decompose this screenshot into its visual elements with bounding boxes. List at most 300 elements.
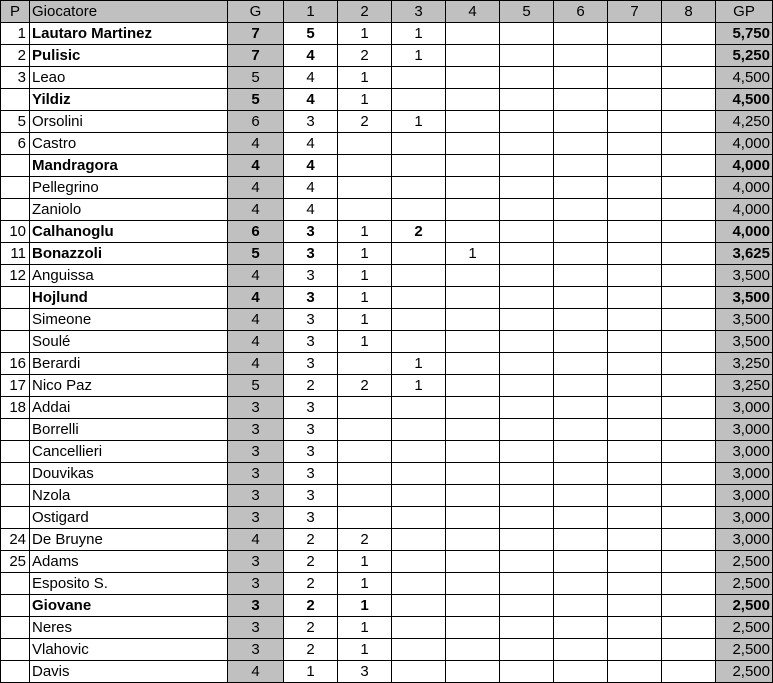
rank-cell: 10 xyxy=(1,221,30,243)
count-cell-3 xyxy=(392,155,446,177)
count-cell-2: 1 xyxy=(338,67,392,89)
count-cell-8 xyxy=(662,243,716,265)
rank-cell: 3 xyxy=(1,67,30,89)
count-cell-8 xyxy=(662,177,716,199)
count-cell-2: 1 xyxy=(338,617,392,639)
count-cell-3: 1 xyxy=(392,353,446,375)
games-cell: 3 xyxy=(228,551,284,573)
rank-cell: 16 xyxy=(1,353,30,375)
table-row xyxy=(1,133,773,155)
count-cell-5 xyxy=(500,529,554,551)
count-cell-6 xyxy=(554,331,608,353)
count-cell-2: 1 xyxy=(338,595,392,617)
header-2: 2 xyxy=(338,1,392,23)
games-cell: 7 xyxy=(228,45,284,67)
count-cell-6 xyxy=(554,441,608,463)
count-cell-8 xyxy=(662,617,716,639)
header-8: 8 xyxy=(662,1,716,23)
games-cell: 4 xyxy=(228,265,284,287)
count-cell-7 xyxy=(608,199,662,221)
count-cell-3 xyxy=(392,595,446,617)
count-cell-1: 3 xyxy=(284,397,338,419)
player-name-cell: Bonazzoli xyxy=(30,243,228,265)
table-row xyxy=(1,243,773,265)
count-cell-8 xyxy=(662,287,716,309)
count-cell-3 xyxy=(392,89,446,111)
count-cell-2: 3 xyxy=(338,661,392,683)
count-cell-1: 2 xyxy=(284,375,338,397)
count-cell-8 xyxy=(662,573,716,595)
player-name-cell: Douvikas xyxy=(30,463,228,485)
count-cell-4 xyxy=(446,353,500,375)
player-name-cell: Pulisic xyxy=(30,45,228,67)
rank-cell xyxy=(1,485,30,507)
count-cell-1: 4 xyxy=(284,133,338,155)
player-name-cell: Addai xyxy=(30,397,228,419)
player-name-cell: Soulé xyxy=(30,331,228,353)
table-row xyxy=(1,419,773,441)
count-cell-6 xyxy=(554,287,608,309)
player-name-cell: Anguissa xyxy=(30,265,228,287)
player-name-cell: Neres xyxy=(30,617,228,639)
rank-cell xyxy=(1,309,30,331)
player-name-cell: Ostigard xyxy=(30,507,228,529)
table-row xyxy=(1,177,773,199)
count-cell-4 xyxy=(446,485,500,507)
count-cell-2: 1 xyxy=(338,331,392,353)
header-1: 1 xyxy=(284,1,338,23)
points-cell: 3,000 xyxy=(716,419,773,441)
table-row xyxy=(1,155,773,177)
count-cell-6 xyxy=(554,573,608,595)
count-cell-3 xyxy=(392,243,446,265)
count-cell-6 xyxy=(554,221,608,243)
table-row xyxy=(1,639,773,661)
count-cell-7 xyxy=(608,45,662,67)
rank-cell xyxy=(1,287,30,309)
count-cell-1: 4 xyxy=(284,67,338,89)
count-cell-2: 1 xyxy=(338,23,392,45)
games-cell: 6 xyxy=(228,221,284,243)
count-cell-6 xyxy=(554,309,608,331)
count-cell-4 xyxy=(446,463,500,485)
count-cell-4 xyxy=(446,529,500,551)
count-cell-1: 3 xyxy=(284,243,338,265)
count-cell-7 xyxy=(608,23,662,45)
count-cell-5 xyxy=(500,507,554,529)
rank-cell: 25 xyxy=(1,551,30,573)
rank-cell xyxy=(1,177,30,199)
count-cell-5 xyxy=(500,133,554,155)
count-cell-2 xyxy=(338,155,392,177)
count-cell-3 xyxy=(392,67,446,89)
count-cell-1: 2 xyxy=(284,595,338,617)
count-cell-3 xyxy=(392,419,446,441)
count-cell-1: 2 xyxy=(284,529,338,551)
count-cell-6 xyxy=(554,463,608,485)
points-cell: 3,000 xyxy=(716,507,773,529)
count-cell-1: 5 xyxy=(284,23,338,45)
table-row xyxy=(1,507,773,529)
player-name-cell: Esposito S. xyxy=(30,573,228,595)
count-cell-1: 2 xyxy=(284,617,338,639)
count-cell-6 xyxy=(554,551,608,573)
count-cell-2 xyxy=(338,177,392,199)
count-cell-2 xyxy=(338,485,392,507)
count-cell-7 xyxy=(608,89,662,111)
table-body xyxy=(1,23,773,683)
rank-cell: 12 xyxy=(1,265,30,287)
count-cell-6 xyxy=(554,155,608,177)
points-cell: 2,500 xyxy=(716,639,773,661)
games-cell: 4 xyxy=(228,661,284,683)
count-cell-3: 1 xyxy=(392,45,446,67)
count-cell-8 xyxy=(662,463,716,485)
count-cell-7 xyxy=(608,243,662,265)
points-cell: 3,250 xyxy=(716,375,773,397)
count-cell-5 xyxy=(500,177,554,199)
points-cell: 3,000 xyxy=(716,397,773,419)
count-cell-4 xyxy=(446,309,500,331)
table-row xyxy=(1,221,773,243)
count-cell-7 xyxy=(608,331,662,353)
rank-cell: 17 xyxy=(1,375,30,397)
count-cell-8 xyxy=(662,221,716,243)
count-cell-3 xyxy=(392,551,446,573)
count-cell-5 xyxy=(500,155,554,177)
player-name-cell: Simeone xyxy=(30,309,228,331)
count-cell-7 xyxy=(608,67,662,89)
player-name-cell: Berardi xyxy=(30,353,228,375)
games-cell: 4 xyxy=(228,529,284,551)
games-cell: 4 xyxy=(228,309,284,331)
table-row xyxy=(1,287,773,309)
count-cell-8 xyxy=(662,419,716,441)
rank-cell: 11 xyxy=(1,243,30,265)
rank-cell xyxy=(1,89,30,111)
games-cell: 3 xyxy=(228,573,284,595)
count-cell-1: 3 xyxy=(284,265,338,287)
player-name-cell: Hojlund xyxy=(30,287,228,309)
points-cell: 3,500 xyxy=(716,309,773,331)
count-cell-4 xyxy=(446,177,500,199)
count-cell-1: 4 xyxy=(284,177,338,199)
games-cell: 3 xyxy=(228,485,284,507)
points-cell: 4,250 xyxy=(716,111,773,133)
table-row xyxy=(1,111,773,133)
count-cell-7 xyxy=(608,551,662,573)
points-cell: 3,625 xyxy=(716,243,773,265)
player-name-cell: Orsolini xyxy=(30,111,228,133)
points-cell: 3,000 xyxy=(716,463,773,485)
count-cell-5 xyxy=(500,573,554,595)
header-g: G xyxy=(228,1,284,23)
count-cell-1: 1 xyxy=(284,661,338,683)
count-cell-5 xyxy=(500,661,554,683)
count-cell-4 xyxy=(446,23,500,45)
count-cell-1: 3 xyxy=(284,287,338,309)
count-cell-2 xyxy=(338,397,392,419)
player-name-cell: Adams xyxy=(30,551,228,573)
count-cell-5 xyxy=(500,221,554,243)
count-cell-6 xyxy=(554,617,608,639)
count-cell-7 xyxy=(608,463,662,485)
count-cell-8 xyxy=(662,551,716,573)
count-cell-8 xyxy=(662,45,716,67)
count-cell-4 xyxy=(446,265,500,287)
count-cell-4 xyxy=(446,67,500,89)
count-cell-6 xyxy=(554,67,608,89)
count-cell-1: 3 xyxy=(284,111,338,133)
count-cell-5 xyxy=(500,45,554,67)
count-cell-2 xyxy=(338,463,392,485)
player-name-cell: De Bruyne xyxy=(30,529,228,551)
count-cell-8 xyxy=(662,507,716,529)
points-cell: 4,500 xyxy=(716,89,773,111)
player-name-cell: Castro xyxy=(30,133,228,155)
count-cell-2: 2 xyxy=(338,45,392,67)
count-cell-4 xyxy=(446,89,500,111)
count-cell-7 xyxy=(608,221,662,243)
count-cell-5 xyxy=(500,485,554,507)
games-cell: 3 xyxy=(228,441,284,463)
count-cell-5 xyxy=(500,265,554,287)
table-row xyxy=(1,353,773,375)
games-cell: 4 xyxy=(228,353,284,375)
count-cell-1: 3 xyxy=(284,353,338,375)
points-cell: 3,500 xyxy=(716,287,773,309)
count-cell-7 xyxy=(608,111,662,133)
games-cell: 6 xyxy=(228,111,284,133)
count-cell-6 xyxy=(554,353,608,375)
count-cell-5 xyxy=(500,617,554,639)
count-cell-1: 3 xyxy=(284,221,338,243)
points-cell: 3,000 xyxy=(716,485,773,507)
count-cell-5 xyxy=(500,67,554,89)
count-cell-4 xyxy=(446,397,500,419)
games-cell: 5 xyxy=(228,375,284,397)
count-cell-4: 1 xyxy=(446,243,500,265)
count-cell-4 xyxy=(446,573,500,595)
table-row xyxy=(1,23,773,45)
table-row xyxy=(1,485,773,507)
rank-cell xyxy=(1,507,30,529)
count-cell-3: 1 xyxy=(392,23,446,45)
rank-cell xyxy=(1,155,30,177)
count-cell-7 xyxy=(608,309,662,331)
points-cell: 5,750 xyxy=(716,23,773,45)
games-cell: 3 xyxy=(228,463,284,485)
count-cell-8 xyxy=(662,529,716,551)
table-row xyxy=(1,595,773,617)
count-cell-3: 1 xyxy=(392,111,446,133)
count-cell-7 xyxy=(608,375,662,397)
player-name-cell: Lautaro Martinez xyxy=(30,23,228,45)
count-cell-1: 3 xyxy=(284,419,338,441)
header-3: 3 xyxy=(392,1,446,23)
header-gp: GP xyxy=(716,1,773,23)
count-cell-6 xyxy=(554,199,608,221)
count-cell-6 xyxy=(554,23,608,45)
points-cell: 5,250 xyxy=(716,45,773,67)
count-cell-7 xyxy=(608,573,662,595)
count-cell-5 xyxy=(500,89,554,111)
count-cell-8 xyxy=(662,23,716,45)
player-name-cell: Leao xyxy=(30,67,228,89)
rank-cell xyxy=(1,639,30,661)
count-cell-4 xyxy=(446,551,500,573)
points-cell: 2,500 xyxy=(716,551,773,573)
rank-cell xyxy=(1,617,30,639)
count-cell-2: 1 xyxy=(338,221,392,243)
count-cell-7 xyxy=(608,177,662,199)
count-cell-5 xyxy=(500,331,554,353)
table-row xyxy=(1,529,773,551)
points-cell: 4,000 xyxy=(716,177,773,199)
count-cell-2 xyxy=(338,441,392,463)
count-cell-3 xyxy=(392,397,446,419)
count-cell-6 xyxy=(554,661,608,683)
header-p: P xyxy=(1,1,30,23)
player-name-cell: Pellegrino xyxy=(30,177,228,199)
count-cell-7 xyxy=(608,661,662,683)
count-cell-6 xyxy=(554,485,608,507)
count-cell-3 xyxy=(392,265,446,287)
count-cell-7 xyxy=(608,485,662,507)
count-cell-4 xyxy=(446,661,500,683)
count-cell-6 xyxy=(554,397,608,419)
count-cell-7 xyxy=(608,507,662,529)
count-cell-5 xyxy=(500,397,554,419)
count-cell-4 xyxy=(446,111,500,133)
count-cell-3: 1 xyxy=(392,375,446,397)
count-cell-6 xyxy=(554,529,608,551)
count-cell-2: 1 xyxy=(338,551,392,573)
count-cell-6 xyxy=(554,507,608,529)
rank-cell: 24 xyxy=(1,529,30,551)
count-cell-5 xyxy=(500,551,554,573)
rank-cell xyxy=(1,573,30,595)
count-cell-5 xyxy=(500,309,554,331)
games-cell: 4 xyxy=(228,199,284,221)
player-name-cell: Vlahovic xyxy=(30,639,228,661)
count-cell-7 xyxy=(608,617,662,639)
count-cell-4 xyxy=(446,441,500,463)
count-cell-3 xyxy=(392,133,446,155)
count-cell-6 xyxy=(554,111,608,133)
count-cell-1: 3 xyxy=(284,485,338,507)
count-cell-1: 2 xyxy=(284,573,338,595)
count-cell-6 xyxy=(554,639,608,661)
count-cell-5 xyxy=(500,353,554,375)
games-cell: 5 xyxy=(228,67,284,89)
rank-cell: 18 xyxy=(1,397,30,419)
player-name-cell: Mandragora xyxy=(30,155,228,177)
count-cell-5 xyxy=(500,287,554,309)
count-cell-4 xyxy=(446,221,500,243)
count-cell-7 xyxy=(608,133,662,155)
header-4: 4 xyxy=(446,1,500,23)
count-cell-7 xyxy=(608,639,662,661)
count-cell-1: 3 xyxy=(284,309,338,331)
count-cell-1: 2 xyxy=(284,551,338,573)
count-cell-5 xyxy=(500,111,554,133)
count-cell-7 xyxy=(608,441,662,463)
count-cell-4 xyxy=(446,133,500,155)
count-cell-1: 2 xyxy=(284,639,338,661)
points-cell: 3,500 xyxy=(716,265,773,287)
count-cell-5 xyxy=(500,243,554,265)
table-row xyxy=(1,45,773,67)
table-row xyxy=(1,331,773,353)
table-row xyxy=(1,89,773,111)
count-cell-2 xyxy=(338,133,392,155)
count-cell-1: 4 xyxy=(284,45,338,67)
count-cell-2 xyxy=(338,353,392,375)
count-cell-2: 2 xyxy=(338,529,392,551)
count-cell-2: 1 xyxy=(338,309,392,331)
count-cell-4 xyxy=(446,507,500,529)
points-cell: 2,500 xyxy=(716,573,773,595)
count-cell-5 xyxy=(500,639,554,661)
table-row xyxy=(1,375,773,397)
table-row xyxy=(1,199,773,221)
count-cell-1: 4 xyxy=(284,155,338,177)
count-cell-4 xyxy=(446,419,500,441)
games-cell: 4 xyxy=(228,331,284,353)
count-cell-3 xyxy=(392,441,446,463)
count-cell-7 xyxy=(608,353,662,375)
count-cell-8 xyxy=(662,309,716,331)
count-cell-7 xyxy=(608,155,662,177)
count-cell-4 xyxy=(446,287,500,309)
header-7: 7 xyxy=(608,1,662,23)
rank-cell xyxy=(1,661,30,683)
count-cell-6 xyxy=(554,243,608,265)
count-cell-2: 1 xyxy=(338,243,392,265)
count-cell-8 xyxy=(662,375,716,397)
games-cell: 3 xyxy=(228,507,284,529)
count-cell-3: 2 xyxy=(392,221,446,243)
count-cell-2: 2 xyxy=(338,375,392,397)
rank-cell xyxy=(1,419,30,441)
rank-cell: 2 xyxy=(1,45,30,67)
count-cell-4 xyxy=(446,639,500,661)
points-cell: 2,500 xyxy=(716,661,773,683)
count-cell-4 xyxy=(446,375,500,397)
table-row xyxy=(1,573,773,595)
count-cell-6 xyxy=(554,45,608,67)
count-cell-7 xyxy=(608,529,662,551)
count-cell-3 xyxy=(392,331,446,353)
table-row xyxy=(1,661,773,683)
count-cell-8 xyxy=(662,639,716,661)
count-cell-3 xyxy=(392,661,446,683)
points-cell: 3,000 xyxy=(716,441,773,463)
rank-cell: 1 xyxy=(1,23,30,45)
header-6: 6 xyxy=(554,1,608,23)
count-cell-5 xyxy=(500,23,554,45)
count-cell-6 xyxy=(554,375,608,397)
points-cell: 4,000 xyxy=(716,155,773,177)
games-cell: 5 xyxy=(228,89,284,111)
count-cell-4 xyxy=(446,155,500,177)
count-cell-7 xyxy=(608,265,662,287)
player-name-cell: Calhanoglu xyxy=(30,221,228,243)
count-cell-5 xyxy=(500,441,554,463)
count-cell-4 xyxy=(446,45,500,67)
points-cell: 2,500 xyxy=(716,617,773,639)
